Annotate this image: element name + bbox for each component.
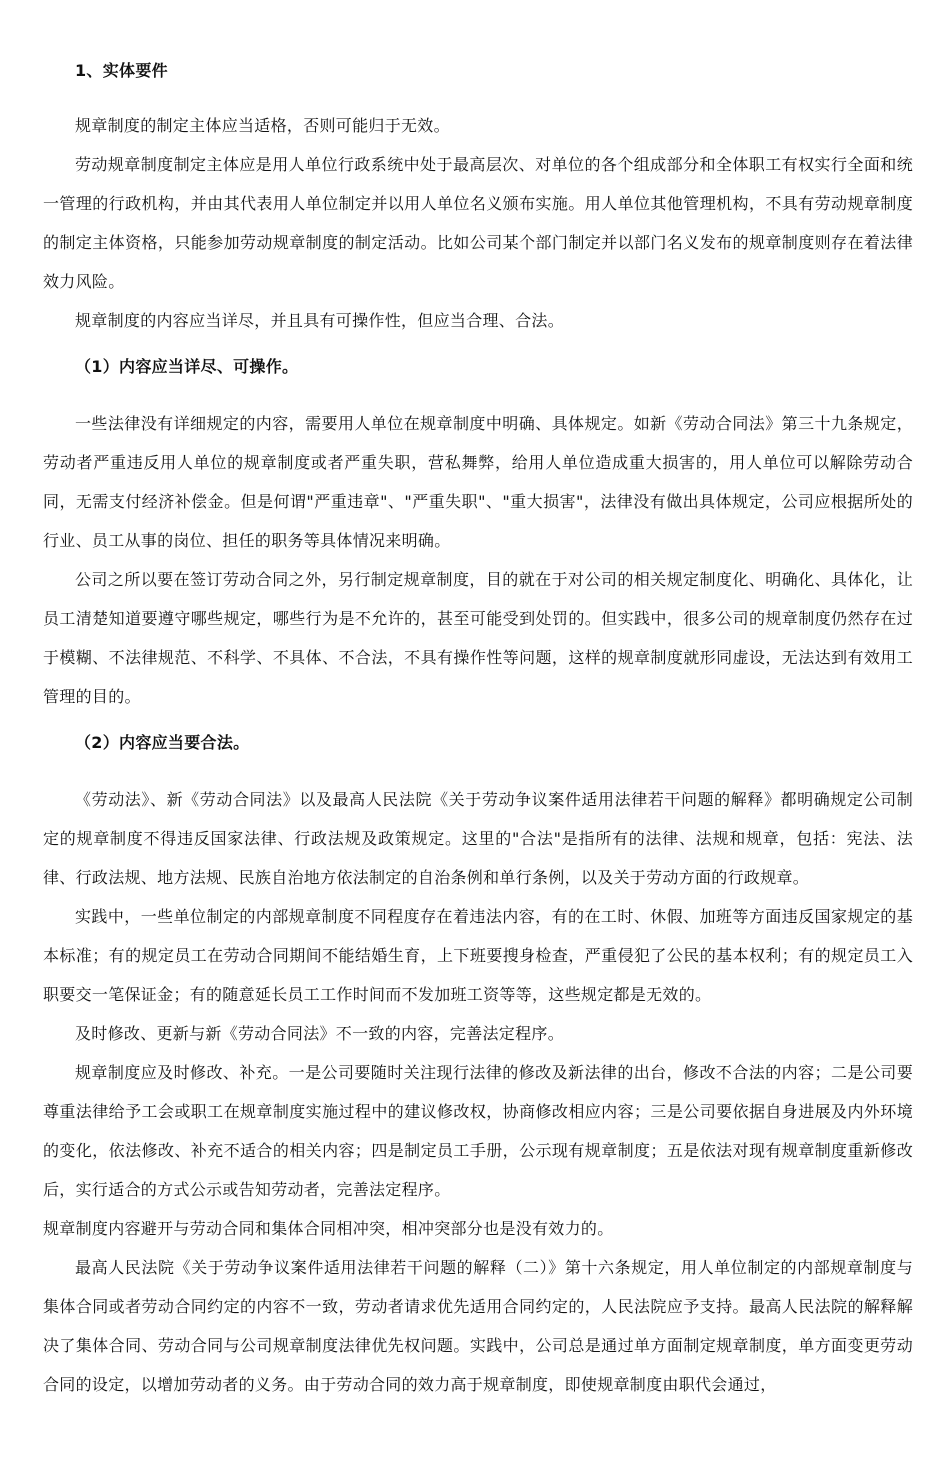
paragraph: 最高人民法院《关于劳动争议案件适用法律若干问题的解释（二）》第十六条规定，用人单位制定的内部规章制度与集体合同或者劳动合同约定的内容不一致，劳动者请求优先适用合同约定的，人民法院应予支持。最高人民法院的解释解决了集体合同、劳动合同与公司规章制度法律优先权问题。实践中，公司总是通过单方面制定规章制度，单方面变更劳动合同的设定，以增加劳动者的义务。由于劳动合同的效力高于规章制度，即使规章制度由职代会通过， xyxy=(43,1258,913,1394)
paragraph: 规章制度的制定主体应当适格，否则可能归于无效。 xyxy=(75,116,450,135)
paragraph: 及时修改、更新与新《劳动合同法》不一致的内容，完善法定程序。 xyxy=(75,1024,565,1043)
paragraph: 实践中，一些单位制定的内部规章制度不同程度存在着违法内容，有的在工时、休假、加班等方面违反国家规定的基本标准；有的规定员工在劳动合同期间不能结婚生育，上下班要搜身检查，严重侵犯了公民的基本权利；有的规定员工入职要交一笔保证金；有的随意延长员工工作时间而不发加班工资等等，这些规定都是无效的。 xyxy=(43,907,913,1004)
document-body xyxy=(43,56,913,1404)
section-heading-substantive-requirements: 1、实体要件 xyxy=(75,61,168,80)
paragraph: 规章制度的内容应当详尽，并且具有可操作性，但应当合理、合法。 xyxy=(75,311,565,330)
paragraph: 规章制度内容避开与劳动合同和集体合同相冲突，相冲突部分也是没有效力的。 xyxy=(43,1219,614,1238)
paragraph: 劳动规章制度制定主体应是用人单位行政系统中处于最高层次、对单位的各个组成部分和全体职工有权实行全面和统一管理的行政机构，并由其代表用人单位制定并以用人单位名义颁布实施。用人单位其他管理机构，不具有劳动规章制度的制定主体资格，只能参加劳动规章制度的制定活动。比如公司某个部门制定并以部门名义发布的规章制度则存在着法律效力风险。 xyxy=(43,155,913,291)
subsection-heading-lawful-content: （2）内容应当要合法。 xyxy=(75,733,250,752)
paragraph: 一些法律没有详细规定的内容，需要用人单位在规章制度中明确、具体规定。如新《劳动合同法》第三十九条规定，劳动者严重违反用人单位的规章制度或者严重失职，营私舞弊，给用人单位造成重大损害的，用人单位可以解除劳动合同，无需支付经济补偿金。但是何谓"严重违章"、"严重失职"、"重大损害"，法律没有做出具体规定，公司应根据所处的行业、员工从事的岗位、担任的职务等具体情况来明确。 xyxy=(43,414,913,550)
paragraph: 《劳动法》、新《劳动合同法》以及最高人民法院《关于劳动争议案件适用法律若干问题的解释》都明确规定公司制定的规章制度不得违反国家法律、行政法规及政策规定。这里的"合法"是指所有的法律、法规和规章，包括：宪法、法律、行政法规、地方法规、民族自治地方依法制定的自治条例和单行条例，以及关于劳动方面的行政规章。 xyxy=(43,790,913,887)
subsection-heading-detailed-operable: （1）内容应当详尽、可操作。 xyxy=(75,357,299,376)
paragraph: 公司之所以要在签订劳动合同之外，另行制定规章制度，目的就在于对公司的相关规定制度化、明确化、具体化，让员工清楚知道要遵守哪些规定，哪些行为是不允许的，甚至可能受到处罚的。但实践中，很多公司的规章制度仍然存在过于模糊、不法律规范、不科学、不具体、不合法，不具有操作性等问题，这样的规章制度就形同虚设，无法达到有效用工管理的目的。 xyxy=(43,570,913,706)
paragraph: 规章制度应及时修改、补充。一是公司要随时关注现行法律的修改及新法律的出台，修改不合法的内容；二是公司要尊重法律给予工会或职工在规章制度实施过程中的建议修改权，协商修改相应内容；三是公司要依据自身进展及内外环境的变化，依法修改、补充不适合的相关内容；四是制定员工手册，公示现有规章制度；五是依法对现有规章制度重新修改后，实行适合的方式公示或告知劳动者，完善法定程序。 xyxy=(43,1063,913,1199)
